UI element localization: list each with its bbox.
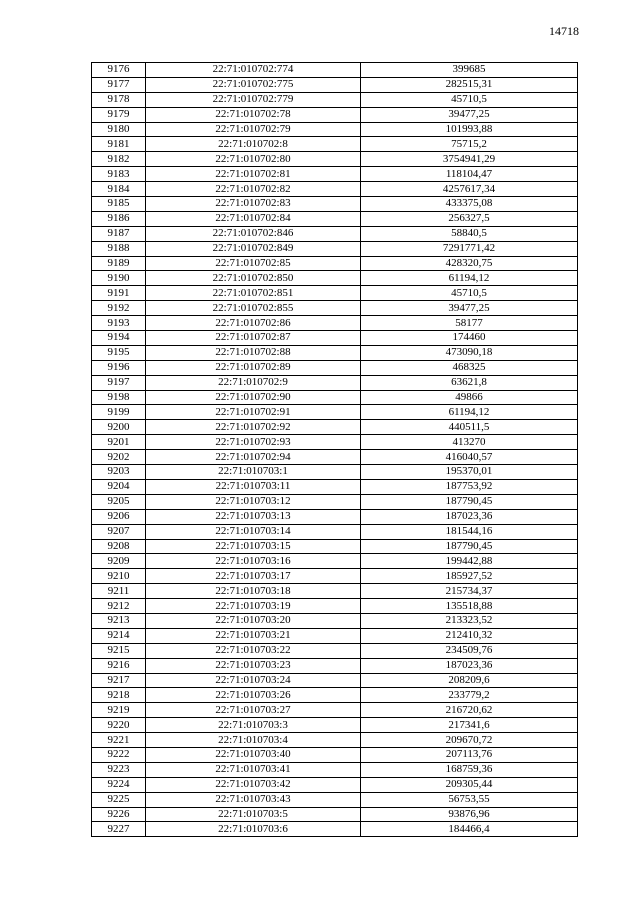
table-row: [92, 167, 578, 182]
row-number-cell: 9204: [92, 479, 146, 494]
row-number-cell: 9197: [92, 375, 146, 390]
cadastral-number-cell: 22:71:010702:849: [146, 241, 361, 256]
cadastral-number-cell: 22:71:010702:9: [146, 375, 361, 390]
table-row: [92, 137, 578, 152]
cadastral-number-cell: 22:71:010702:83: [146, 197, 361, 212]
value-cell: 233779,2: [361, 688, 578, 703]
table-row: [92, 628, 578, 643]
value-cell: 61194,12: [361, 271, 578, 286]
row-number-cell: 9182: [92, 152, 146, 167]
row-number-cell: 9189: [92, 256, 146, 271]
cadastral-number-cell: 22:71:010703:4: [146, 733, 361, 748]
value-cell: 187023,36: [361, 658, 578, 673]
table-row: [92, 479, 578, 494]
value-cell: 216720,62: [361, 703, 578, 718]
table-row: [92, 226, 578, 241]
table-row: [92, 211, 578, 226]
row-number-cell: 9217: [92, 673, 146, 688]
value-cell: 199442,88: [361, 554, 578, 569]
value-cell: 181544,16: [361, 524, 578, 539]
table-row: [92, 599, 578, 614]
row-number-cell: 9225: [92, 792, 146, 807]
row-number-cell: 9194: [92, 331, 146, 346]
cadastral-number-cell: 22:71:010703:16: [146, 554, 361, 569]
value-cell: 208209,6: [361, 673, 578, 688]
cadastral-number-cell: 22:71:010702:87: [146, 331, 361, 346]
cadastral-number-cell: 22:71:010702:80: [146, 152, 361, 167]
value-cell: 174460: [361, 331, 578, 346]
value-cell: 212410,32: [361, 628, 578, 643]
cadastral-number-cell: 22:71:010703:13: [146, 509, 361, 524]
table-row: [92, 777, 578, 792]
table-row: [92, 539, 578, 554]
row-number-cell: 9186: [92, 211, 146, 226]
value-cell: 195370,01: [361, 465, 578, 480]
cadastral-number-cell: 22:71:010702:779: [146, 92, 361, 107]
value-cell: 468325: [361, 360, 578, 375]
table-row: [92, 316, 578, 331]
value-cell: 217341,6: [361, 718, 578, 733]
table-row: [92, 524, 578, 539]
value-cell: 56753,55: [361, 792, 578, 807]
table-row: [92, 360, 578, 375]
row-number-cell: 9215: [92, 643, 146, 658]
table-row: [92, 375, 578, 390]
table-row: [92, 271, 578, 286]
cadastral-number-cell: 22:71:010702:82: [146, 182, 361, 197]
row-number-cell: 9193: [92, 316, 146, 331]
row-number-cell: 9216: [92, 658, 146, 673]
cadastral-number-cell: 22:71:010702:8: [146, 137, 361, 152]
row-number-cell: 9222: [92, 747, 146, 762]
table-row: [92, 152, 578, 167]
cadastral-number-cell: 22:71:010702:91: [146, 405, 361, 420]
value-cell: 440511,5: [361, 420, 578, 435]
value-cell: 185927,52: [361, 569, 578, 584]
value-cell: 187023,36: [361, 509, 578, 524]
cadastral-number-cell: 22:71:010702:85: [146, 256, 361, 271]
row-number-cell: 9199: [92, 405, 146, 420]
cadastral-number-cell: 22:71:010702:774: [146, 63, 361, 78]
table-row: [92, 658, 578, 673]
row-number-cell: 9181: [92, 137, 146, 152]
cadastral-number-cell: 22:71:010703:42: [146, 777, 361, 792]
table-row: [92, 435, 578, 450]
table-row: [92, 822, 578, 837]
table-row: [92, 390, 578, 405]
value-cell: 58177: [361, 316, 578, 331]
value-cell: 416040,57: [361, 450, 578, 465]
table-row: [92, 673, 578, 688]
row-number-cell: 9218: [92, 688, 146, 703]
cadastral-number-cell: 22:71:010702:850: [146, 271, 361, 286]
table-row: [92, 197, 578, 212]
cadastral-number-cell: 22:71:010702:846: [146, 226, 361, 241]
cadastral-number-cell: 22:71:010703:17: [146, 569, 361, 584]
table-row: [92, 182, 578, 197]
table-row: [92, 420, 578, 435]
value-cell: 234509,76: [361, 643, 578, 658]
table-row: [92, 256, 578, 271]
row-number-cell: 9205: [92, 494, 146, 509]
row-number-cell: 9184: [92, 182, 146, 197]
value-cell: 49866: [361, 390, 578, 405]
row-number-cell: 9220: [92, 718, 146, 733]
cadastral-number-cell: 22:71:010703:5: [146, 807, 361, 822]
row-number-cell: 9188: [92, 241, 146, 256]
table-row: [92, 509, 578, 524]
row-number-cell: 9179: [92, 107, 146, 122]
cadastral-number-cell: 22:71:010703:41: [146, 762, 361, 777]
row-number-cell: 9219: [92, 703, 146, 718]
value-cell: 45710,5: [361, 92, 578, 107]
cadastral-number-cell: 22:71:010702:81: [146, 167, 361, 182]
cadastral-number-cell: 22:71:010703:27: [146, 703, 361, 718]
value-cell: 428320,75: [361, 256, 578, 271]
row-number-cell: 9202: [92, 450, 146, 465]
row-number-cell: 9227: [92, 822, 146, 837]
value-cell: 184466,4: [361, 822, 578, 837]
value-cell: 187753,92: [361, 479, 578, 494]
value-cell: 215734,37: [361, 584, 578, 599]
table-row: [92, 747, 578, 762]
value-cell: 4257617,34: [361, 182, 578, 197]
table-row: [92, 807, 578, 822]
row-number-cell: 9191: [92, 286, 146, 301]
value-cell: 101993,88: [361, 122, 578, 137]
table-row: [92, 703, 578, 718]
cadastral-number-cell: 22:71:010703:22: [146, 643, 361, 658]
cadastral-number-cell: 22:71:010703:15: [146, 539, 361, 554]
value-cell: 399685: [361, 63, 578, 78]
row-number-cell: 9176: [92, 63, 146, 78]
row-number-cell: 9195: [92, 345, 146, 360]
row-number-cell: 9208: [92, 539, 146, 554]
table-row: [92, 92, 578, 107]
row-number-cell: 9198: [92, 390, 146, 405]
row-number-cell: 9214: [92, 628, 146, 643]
table-row: [92, 122, 578, 137]
table-row: [92, 345, 578, 360]
table-row: [92, 569, 578, 584]
value-cell: 58840,5: [361, 226, 578, 241]
value-cell: 39477,25: [361, 301, 578, 316]
row-number-cell: 9192: [92, 301, 146, 316]
row-number-cell: 9212: [92, 599, 146, 614]
table-row: [92, 792, 578, 807]
row-number-cell: 9206: [92, 509, 146, 524]
row-number-cell: 9211: [92, 584, 146, 599]
table-row: [92, 688, 578, 703]
cadastral-number-cell: 22:71:010703:19: [146, 599, 361, 614]
cadastral-number-cell: 22:71:010703:21: [146, 628, 361, 643]
table-row: [92, 450, 578, 465]
value-cell: 207113,76: [361, 747, 578, 762]
value-cell: 45710,5: [361, 286, 578, 301]
row-number-cell: 9187: [92, 226, 146, 241]
value-cell: 135518,88: [361, 599, 578, 614]
cadastral-number-cell: 22:71:010703:40: [146, 747, 361, 762]
value-cell: 3754941,29: [361, 152, 578, 167]
cadastral-number-cell: 22:71:010702:90: [146, 390, 361, 405]
cadastral-number-cell: 22:71:010702:79: [146, 122, 361, 137]
table-row: [92, 405, 578, 420]
row-number-cell: 9196: [92, 360, 146, 375]
value-cell: 7291771,42: [361, 241, 578, 256]
row-number-cell: 9203: [92, 465, 146, 480]
value-cell: 209670,72: [361, 733, 578, 748]
table-row: [92, 584, 578, 599]
cadastral-number-cell: 22:71:010703:26: [146, 688, 361, 703]
table-body: [92, 63, 578, 837]
value-cell: 61194,12: [361, 405, 578, 420]
table-row: [92, 286, 578, 301]
value-cell: 93876,96: [361, 807, 578, 822]
value-cell: 473090,18: [361, 345, 578, 360]
table-row: [92, 554, 578, 569]
data-table: [91, 62, 578, 837]
row-number-cell: 9213: [92, 613, 146, 628]
cadastral-number-cell: 22:71:010702:92: [146, 420, 361, 435]
row-number-cell: 9183: [92, 167, 146, 182]
cadastral-number-cell: 22:71:010703:24: [146, 673, 361, 688]
cadastral-number-cell: 22:71:010702:89: [146, 360, 361, 375]
cadastral-number-cell: 22:71:010702:775: [146, 77, 361, 92]
value-cell: 187790,45: [361, 494, 578, 509]
table-row: [92, 718, 578, 733]
cadastral-number-cell: 22:71:010703:14: [146, 524, 361, 539]
value-cell: 118104,47: [361, 167, 578, 182]
page-number: 14718: [549, 24, 579, 38]
table-row: [92, 762, 578, 777]
value-cell: 282515,31: [361, 77, 578, 92]
table-row: [92, 241, 578, 256]
row-number-cell: 9209: [92, 554, 146, 569]
value-cell: 209305,44: [361, 777, 578, 792]
value-cell: 63621,8: [361, 375, 578, 390]
table-row: [92, 107, 578, 122]
row-number-cell: 9210: [92, 569, 146, 584]
row-number-cell: 9226: [92, 807, 146, 822]
row-number-cell: 9200: [92, 420, 146, 435]
row-number-cell: 9223: [92, 762, 146, 777]
cadastral-number-cell: 22:71:010703:20: [146, 613, 361, 628]
cadastral-number-cell: 22:71:010703:43: [146, 792, 361, 807]
value-cell: 433375,08: [361, 197, 578, 212]
table-row: [92, 301, 578, 316]
value-cell: 256327,5: [361, 211, 578, 226]
cadastral-number-cell: 22:71:010703:12: [146, 494, 361, 509]
table-row: [92, 613, 578, 628]
row-number-cell: 9224: [92, 777, 146, 792]
table-row: [92, 494, 578, 509]
row-number-cell: 9221: [92, 733, 146, 748]
cadastral-number-cell: 22:71:010702:855: [146, 301, 361, 316]
row-number-cell: 9177: [92, 77, 146, 92]
cadastral-number-cell: 22:71:010702:94: [146, 450, 361, 465]
cadastral-number-cell: 22:71:010702:851: [146, 286, 361, 301]
row-number-cell: 9201: [92, 435, 146, 450]
value-cell: 413270: [361, 435, 578, 450]
cadastral-number-cell: 22:71:010702:78: [146, 107, 361, 122]
value-cell: 75715,2: [361, 137, 578, 152]
row-number-cell: 9190: [92, 271, 146, 286]
table-row: [92, 77, 578, 92]
value-cell: 213323,52: [361, 613, 578, 628]
row-number-cell: 9178: [92, 92, 146, 107]
value-cell: 168759,36: [361, 762, 578, 777]
cadastral-number-cell: 22:71:010703:23: [146, 658, 361, 673]
cadastral-number-cell: 22:71:010702:93: [146, 435, 361, 450]
cadastral-number-cell: 22:71:010703:3: [146, 718, 361, 733]
cadastral-number-cell: 22:71:010703:18: [146, 584, 361, 599]
cadastral-number-cell: 22:71:010703:11: [146, 479, 361, 494]
cadastral-number-cell: 22:71:010703:1: [146, 465, 361, 480]
table-row: [92, 63, 578, 78]
value-cell: 39477,25: [361, 107, 578, 122]
cadastral-number-cell: 22:71:010702:84: [146, 211, 361, 226]
cadastral-number-cell: 22:71:010702:86: [146, 316, 361, 331]
table-row: [92, 733, 578, 748]
cadastral-number-cell: 22:71:010703:6: [146, 822, 361, 837]
row-number-cell: 9207: [92, 524, 146, 539]
table-row: [92, 465, 578, 480]
row-number-cell: 9180: [92, 122, 146, 137]
value-cell: 187790,45: [361, 539, 578, 554]
row-number-cell: 9185: [92, 197, 146, 212]
table-row: [92, 643, 578, 658]
table-row: [92, 331, 578, 346]
cadastral-number-cell: 22:71:010702:88: [146, 345, 361, 360]
